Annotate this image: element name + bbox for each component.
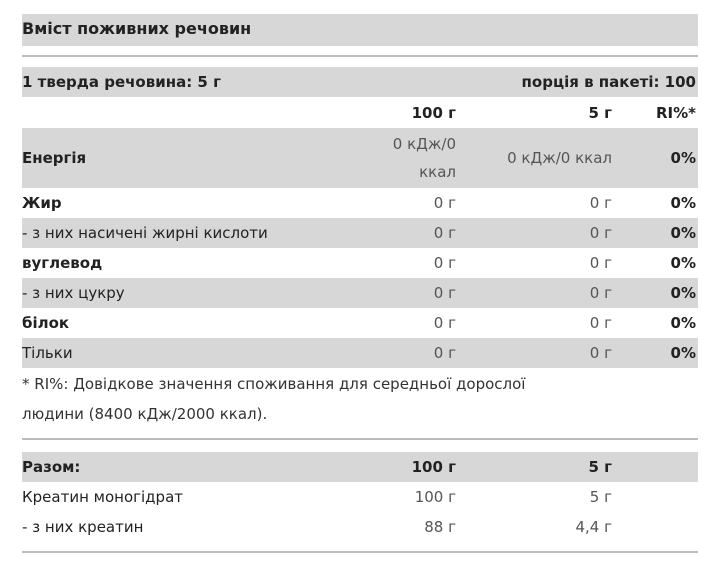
table-row: [22, 308, 698, 338]
row-name: Тільки: [22, 344, 73, 362]
row-value-5g: 5 г: [589, 488, 612, 506]
header-col-100g: 100 г: [411, 104, 456, 122]
row-name: Жир: [22, 194, 62, 212]
header-col-ri: RI%*: [655, 104, 696, 122]
row-name: Енергія: [22, 149, 87, 167]
row-name: - з них креатин: [22, 518, 144, 536]
footnote-line1: * RI%: Довідкове значення споживання для середньої дорослої: [22, 375, 526, 393]
row-value-ri: 0%: [670, 194, 696, 212]
row-name: - з них насичені жирні кислоти: [22, 224, 268, 242]
row-value-5g: 0 кДж/0 ккал: [507, 149, 612, 167]
table-row: [22, 248, 698, 278]
table-row: [22, 188, 698, 218]
row-name: білок: [22, 314, 70, 332]
row-value-5g: 0 г: [589, 224, 612, 242]
row-value-ri: 0%: [670, 284, 696, 302]
row-name: Креатин моногідрат: [22, 488, 184, 506]
portions-label: порція в пакеті: 100: [521, 73, 696, 91]
row-value-5g: 4,4 г: [575, 518, 612, 536]
table-row: [22, 512, 698, 542]
totals-header: [22, 452, 698, 482]
energy-100g-line2: ккал: [419, 163, 456, 181]
row-value-5g: 0 г: [589, 254, 612, 272]
footnote: [22, 369, 672, 429]
divider: [22, 551, 698, 553]
table-header: [22, 99, 698, 127]
row-value-5g: 0 г: [589, 284, 612, 302]
totals-label: Разом:: [22, 458, 81, 476]
page-title: Вміст поживних речовин: [22, 19, 252, 38]
row-value-5g: 0 г: [589, 344, 612, 362]
energy-100g-line1: 0 кДж/0: [392, 135, 456, 153]
row-value-100g: 0 г: [433, 284, 456, 302]
totals-col-100g: 100 г: [411, 458, 456, 476]
row-value-ri: 0%: [670, 224, 696, 242]
row-value-100g: 88 г: [424, 518, 456, 536]
row-value-100g: [340, 130, 456, 186]
table-row: [22, 482, 698, 512]
row-value-100g: 0 г: [433, 314, 456, 332]
footnote-line2: людини (8400 кДж/2000 ккал).: [22, 405, 268, 423]
row-value-ri: 0%: [670, 149, 696, 167]
table-row: [22, 218, 698, 248]
row-value-ri: 0%: [670, 254, 696, 272]
row-name: вуглевод: [22, 254, 103, 272]
row-value-100g: 0 г: [433, 194, 456, 212]
table-row: [22, 278, 698, 308]
row-value-ri: 0%: [670, 344, 696, 362]
divider: [22, 438, 698, 440]
totals-col-5g: 5 г: [588, 458, 612, 476]
serving-row: [22, 67, 698, 97]
serving-size-label: 1 тверда речовина: 5 г: [22, 73, 221, 91]
row-value-5g: 0 г: [589, 194, 612, 212]
table-row: [22, 338, 698, 368]
row-name: - з них цукру: [22, 284, 125, 302]
row-value-100g: 100 г: [414, 488, 456, 506]
row-value-100g: 0 г: [433, 254, 456, 272]
row-value-ri: 0%: [670, 314, 696, 332]
row-value-100g: 0 г: [433, 224, 456, 242]
row-value-100g: 0 г: [433, 344, 456, 362]
row-value-5g: 0 г: [589, 314, 612, 332]
header-col-5g: 5 г: [588, 104, 612, 122]
divider: [22, 55, 698, 57]
table-row: [22, 128, 698, 188]
